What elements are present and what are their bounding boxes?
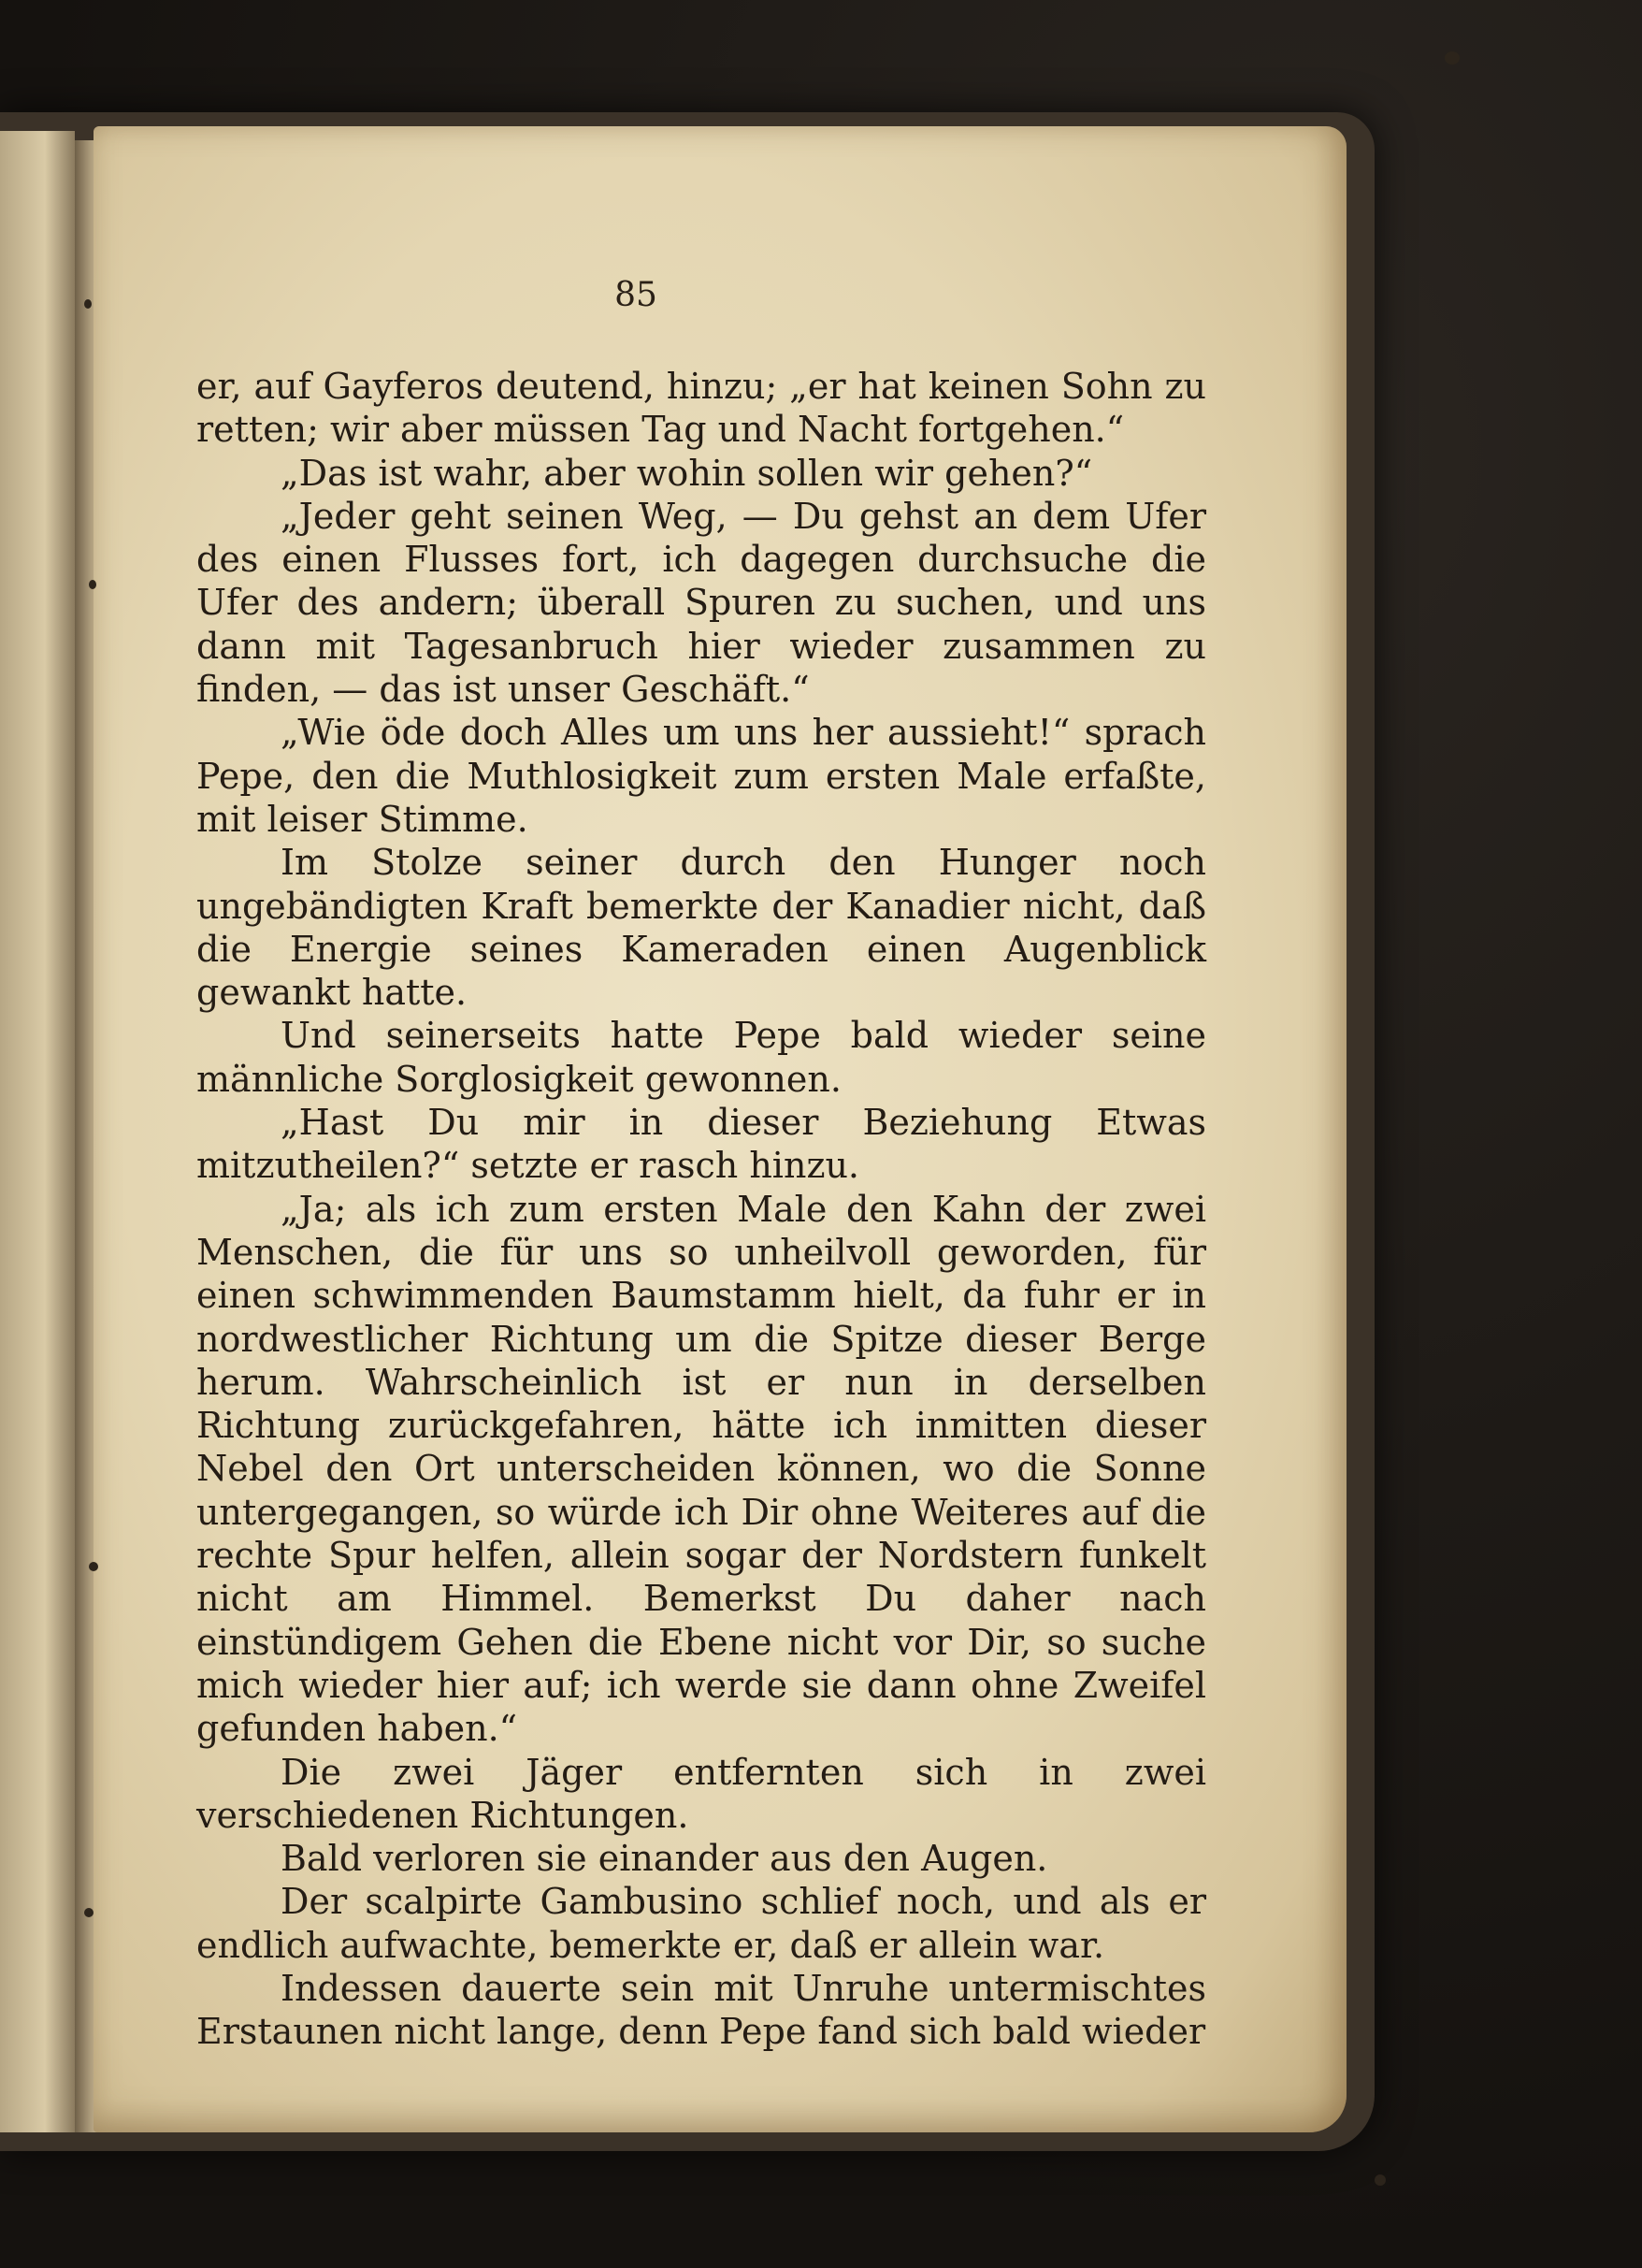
dust-speck (84, 1908, 94, 1917)
paragraph: „Ja; als ich zum ersten Male den Kahn der zwei Menschen, die für uns so unheilvoll geworden, für einen schwimmenden Baumstamm hielt, da fuhr er in nordwestlicher Richtung um die Spitze dieser Berge herum. Wahrscheinlich ist er nun in derselben Richtung zurückgefahren, hätte ich inmitten dieser Nebel den Ort unterscheiden können, wo die Sonne untergegangen, so würde ich Dir ohne Weiteres auf die rechte Spur helfen, allein sogar der Nordstern funkelt nicht am Himmel. Bemerkst Du daher nach einstündigem Gehen die Ebene nicht vor Dir, so suche mich wieder hier auf; ich werde sie dann ohne Zweifel gefunden haben.“ (196, 1188, 1206, 1750)
paragraph: Und seinerseits hatte Pepe bald wieder seine männliche Sorglosigkeit gewonnen. (196, 1015, 1206, 1100)
left-page-edge (0, 131, 75, 2132)
dust-speck (89, 1562, 98, 1571)
paragraph: Im Stolze seiner durch den Hunger noch ungebändigten Kraft bemerkte der Kanadier nicht, daß die Energie seines Kameraden einen Augenblick gewankt hatte. (196, 842, 1206, 1014)
dust-speck (1445, 51, 1460, 65)
dust-speck (1375, 2174, 1386, 2186)
dust-speck (89, 580, 96, 589)
paragraph: Die zwei Jäger entfernten sich in zwei verschiedenen Richtungen. (196, 1751, 1206, 1836)
page-number: 85 (614, 276, 657, 314)
paragraph: er, auf Gayferos deutend, hinzu; „er hat keinen Sohn zu retten; wir aber müssen Tag und Nacht fortgehen.“ (196, 366, 1206, 451)
paragraph: „Das ist wahr, aber wohin sollen wir gehen?“ (281, 452, 1093, 494)
paragraph: „Jeder geht seinen Weg, — Du gehst an dem Ufer des einen Flusses fort, ich dagegen durchsuche die Ufer des andern; überall Spuren zu suchen, und uns dann mit Tagesanbruch hier wieder zusammen zu finden, — das ist unser Geschäft.“ (196, 495, 1206, 711)
paragraph: Bald verloren sie einander aus den Augen. (281, 1838, 1048, 1880)
page-text (196, 365, 1206, 2054)
dust-speck (84, 299, 92, 309)
paragraph: Der scalpirte Gambusino schlief noch, und als er endlich aufwachte, bemerkte er, daß er allein war. (196, 1881, 1206, 1966)
paragraph: „Hast Du mir in dieser Beziehung Etwas mitzutheilen?“ setzte er rasch hinzu. (196, 1102, 1206, 1187)
paragraph: Indessen dauerte sein mit Unruhe untermischtes Erstaunen nicht lange, denn Pepe fand sich bald wieder (196, 1967, 1206, 2053)
book-page (94, 126, 1347, 2132)
paragraph: „Wie öde doch Alles um uns her aussieht!“ sprach Pepe, den die Muthlosigkeit zum ersten Male erfaßte, mit leiser Stimme. (196, 712, 1206, 840)
